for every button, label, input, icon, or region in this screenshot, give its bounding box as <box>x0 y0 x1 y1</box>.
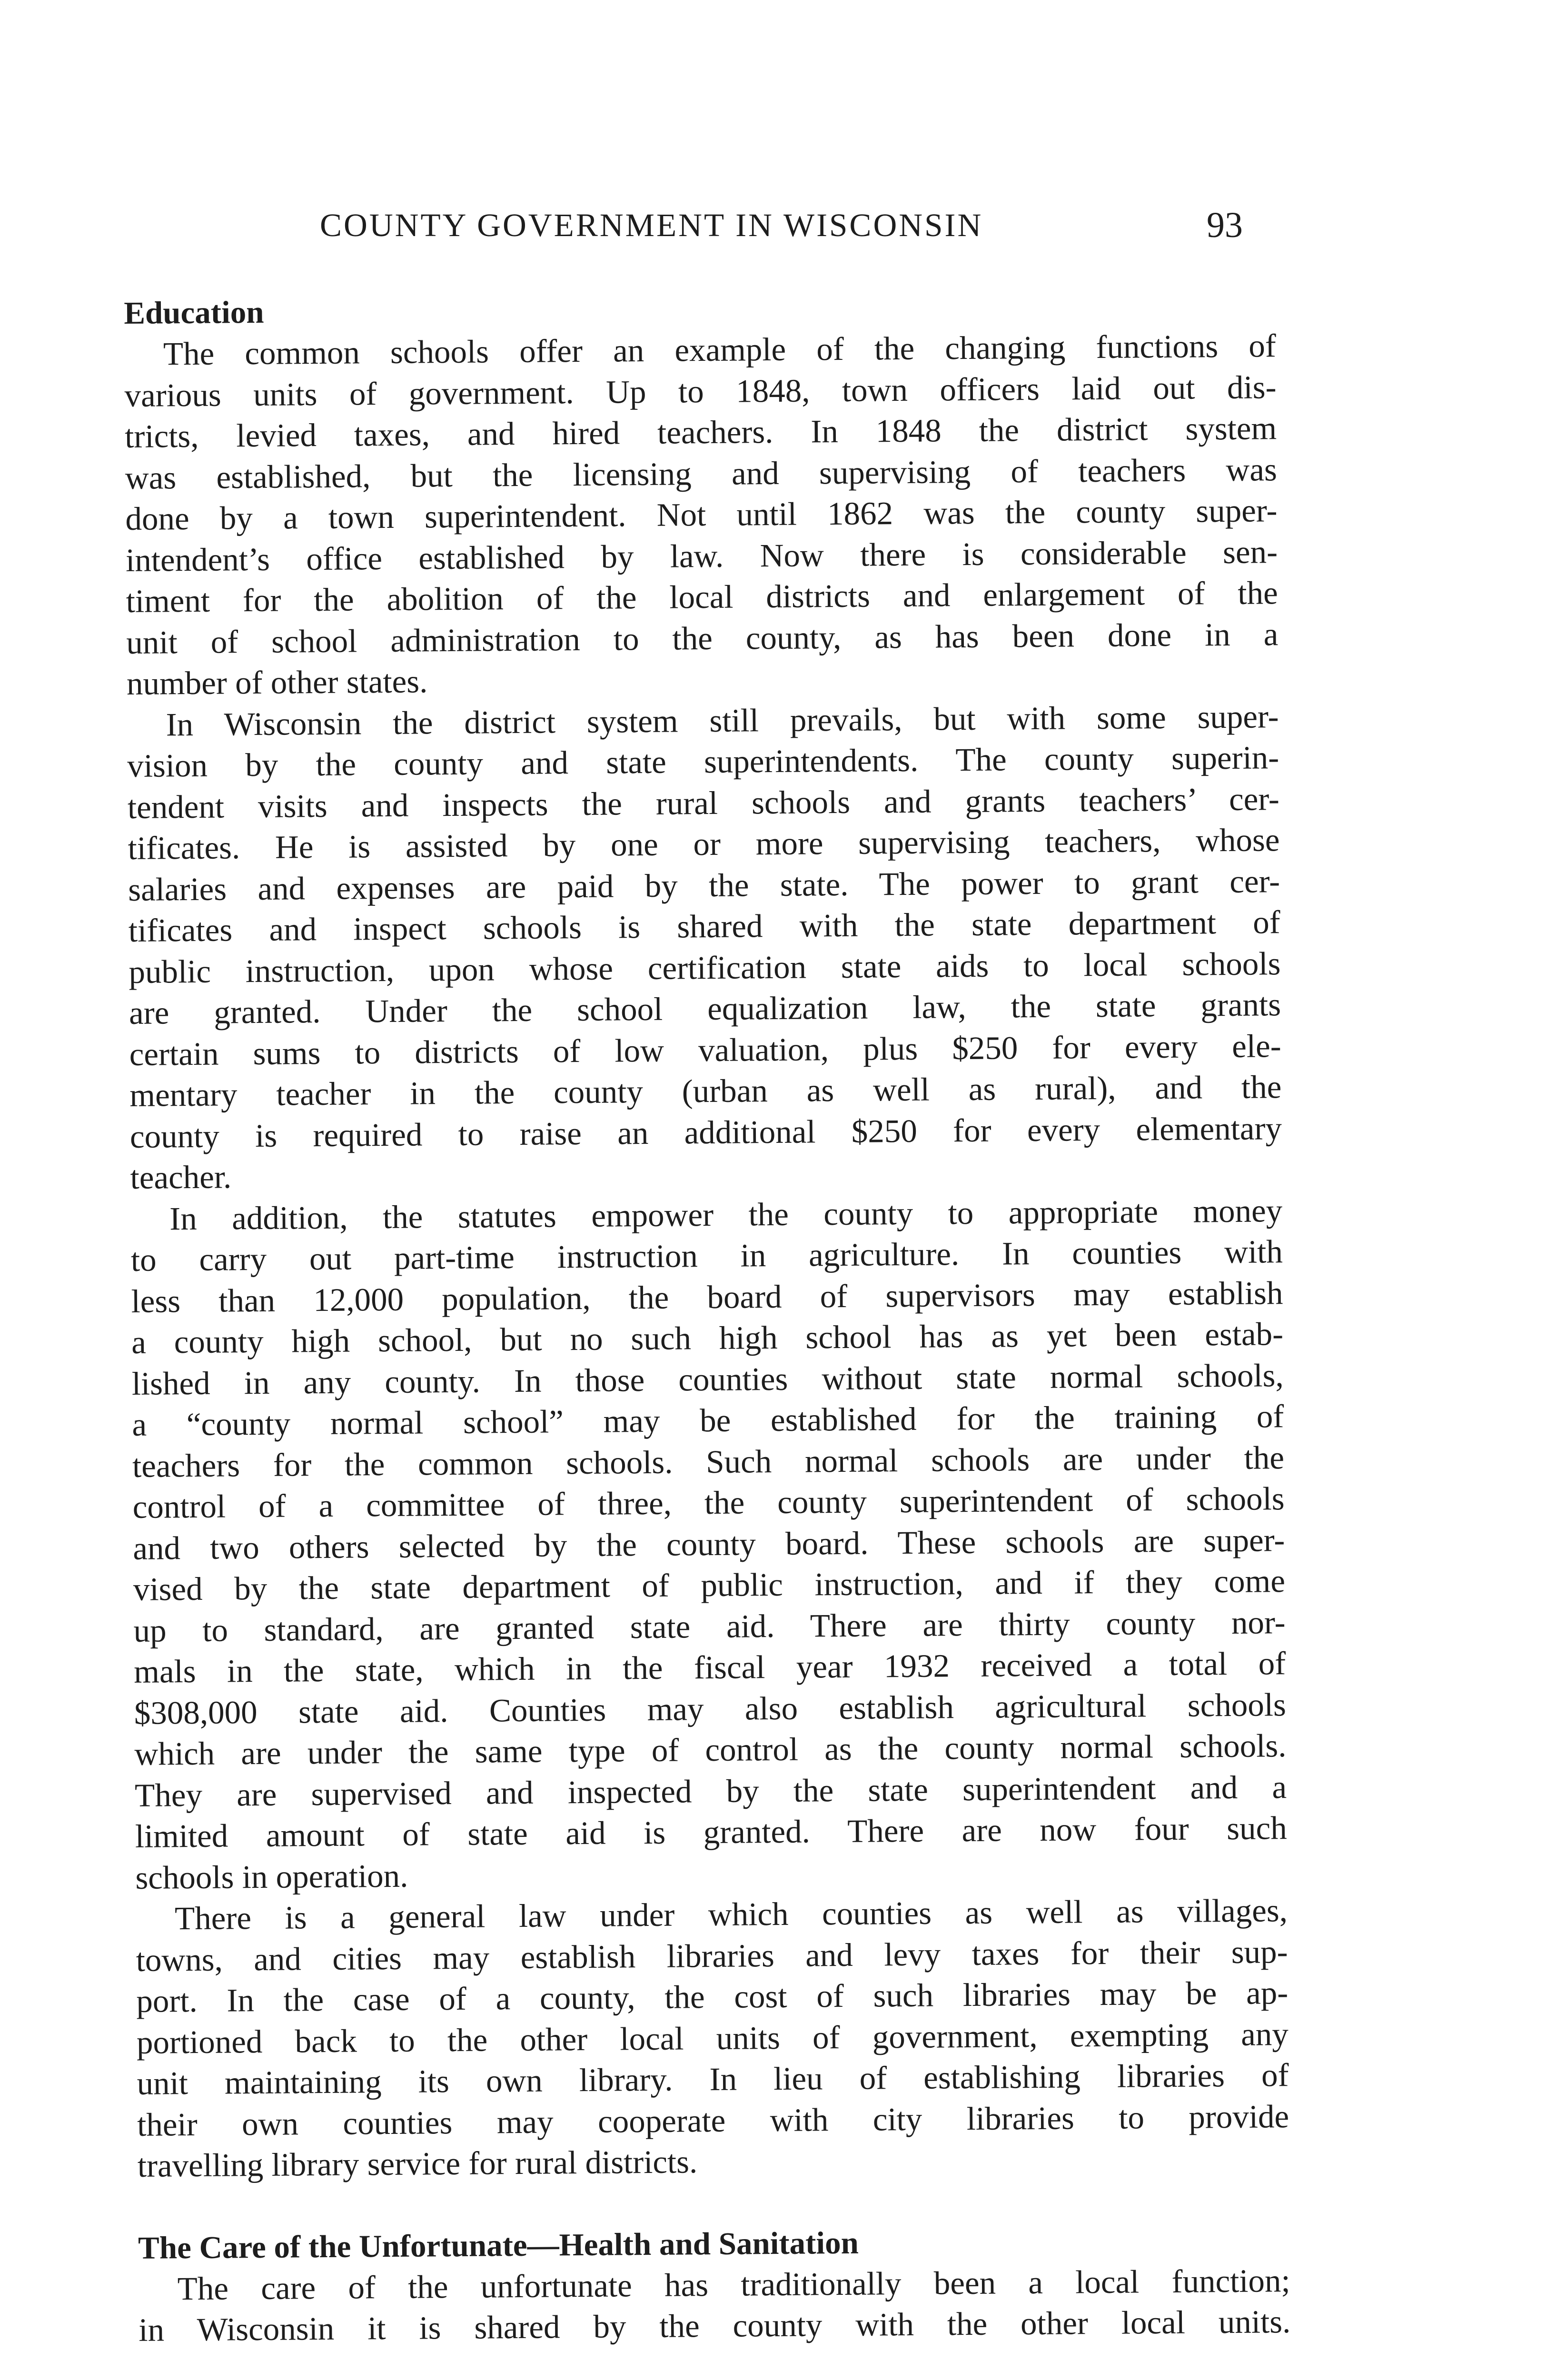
text-line: control of a committee of three, the county superintendent of schools <box>132 1480 1285 1525</box>
text-line: number of other states. <box>126 663 428 702</box>
text-line: vised by the state department of public instruction, and if they come <box>133 1563 1286 1607</box>
text-line: which are under the same type of control as the county normal schools. <box>134 1727 1287 1772</box>
education-paragraph-4 <box>136 1890 1289 2186</box>
education-paragraph-1 <box>124 325 1279 704</box>
text-line: There is a general law under which counties as well as villages, <box>174 1892 1288 1937</box>
text-line: various units of government. Up to 1848, town officers laid out dis- <box>124 368 1277 414</box>
text-line: They are supervised and inspected by the state superintendent and a <box>134 1768 1287 1814</box>
text-line: was established, but the licensing and supervising of teachers was <box>125 451 1278 496</box>
text-line: in Wisconsin it is shared by the county with the other local units. <box>139 2303 1291 2348</box>
text-line: mals in the state, which in the fiscal year 1932 received a total of <box>133 1645 1286 1690</box>
text-line: unit of school administration to the county, as has been done in a <box>126 615 1278 661</box>
education-paragraph-3 <box>130 1190 1288 1898</box>
text-line: tificates. He is assisted by one or more supervising teachers, whose <box>128 822 1280 866</box>
running-title: COUNTY GOVERNMENT IN WISCONSIN <box>320 207 983 243</box>
text-line: a “county normal school” may be established for the training of <box>132 1398 1284 1443</box>
text-line: up to standard, are granted state aid. There are thirty county nor- <box>133 1604 1286 1649</box>
text-line: county is required to raise an additional $250 for every elementary <box>129 1110 1282 1155</box>
text-line: intendent’s office established by law. Now there is considerable sen- <box>125 533 1278 578</box>
text-line: tificates and inspect schools is shared with the state department of <box>128 904 1281 949</box>
text-line: lished in any county. In those counties without state normal schools, <box>131 1357 1284 1402</box>
text-line: tricts, levied taxes, and hired teachers. In 1848 the district system <box>124 410 1277 455</box>
text-line: In addition, the statutes empower the county to appropriate money <box>169 1192 1283 1237</box>
text-line: The care of the unfortunate has traditionally been a local function; <box>177 2262 1290 2307</box>
running-header <box>0 199 1546 251</box>
text-line: are granted. Under the school equalization law, the state grants <box>129 986 1281 1031</box>
text-line: certain sums to districts of low valuation, plus $250 for every ele- <box>129 1027 1281 1072</box>
text-line: $308,000 state aid. Counties may also establish agricultural schools <box>134 1686 1287 1731</box>
page-number: 93 <box>1207 205 1243 245</box>
section-heading-care-unfortunate: The Care of the Unfortunate—Health and Sanitation <box>138 2225 859 2266</box>
text-line: teachers for the common schools. Such normal schools are under the <box>132 1439 1285 1484</box>
text-line: to carry out part-time instruction in agriculture. In counties with <box>130 1233 1283 1278</box>
text-line: portioned back to the other local units of government, exempting any <box>136 2015 1289 2061</box>
text-line: limited amount of state aid is granted. There are now four such <box>135 1810 1287 1854</box>
education-paragraph-2 <box>127 696 1282 1199</box>
text-line: less than 12,000 population, the board of supervisors may establish <box>131 1274 1283 1319</box>
text-line: and two others selected by the county board. These schools are super- <box>133 1521 1285 1567</box>
text-line: timent for the abolition of the local districts and enlargement of the <box>126 575 1278 619</box>
text-line: salaries and expenses are paid by the state. The power to grant cer- <box>128 863 1280 908</box>
section-heading-education: Education <box>124 294 264 331</box>
text-line: a county high school, but no such high school has as yet been estab- <box>131 1316 1284 1360</box>
text-line: their own counties may cooperate with city libraries to provide <box>137 2098 1289 2143</box>
text-line: mentary teacher in the county (urban as well as rural), and the <box>129 1069 1282 1113</box>
text-line: vision by the county and state superintendents. The county superin- <box>127 739 1279 784</box>
page-body <box>124 284 1291 2348</box>
text-line: travelling library service for rural districts. <box>137 2143 698 2184</box>
text-line: teacher. <box>130 1159 232 1196</box>
text-line: public instruction, upon whose certification state aids to local schools <box>129 945 1281 990</box>
text-line: schools in operation. <box>135 1857 408 1896</box>
text-line: towns, and cities may establish libraries and levy taxes for their sup- <box>136 1933 1288 1978</box>
text-line: done by a town superintendent. Not until 1862 was the county super- <box>125 492 1278 537</box>
text-line: In Wisconsin the district system still prevails, but with some super- <box>166 698 1279 743</box>
care-paragraph-1 <box>138 2260 1290 2351</box>
text-line: tendent visits and inspects the rural schools and grants teachers’ cer- <box>127 780 1280 825</box>
text-line: The common schools offer an example of the changing functions of <box>163 327 1277 372</box>
text-line: port. In the case of a county, the cost of such libraries may be ap- <box>136 1974 1288 2019</box>
text-line: unit maintaining its own library. In lieu of establishing libraries of <box>137 2057 1289 2102</box>
